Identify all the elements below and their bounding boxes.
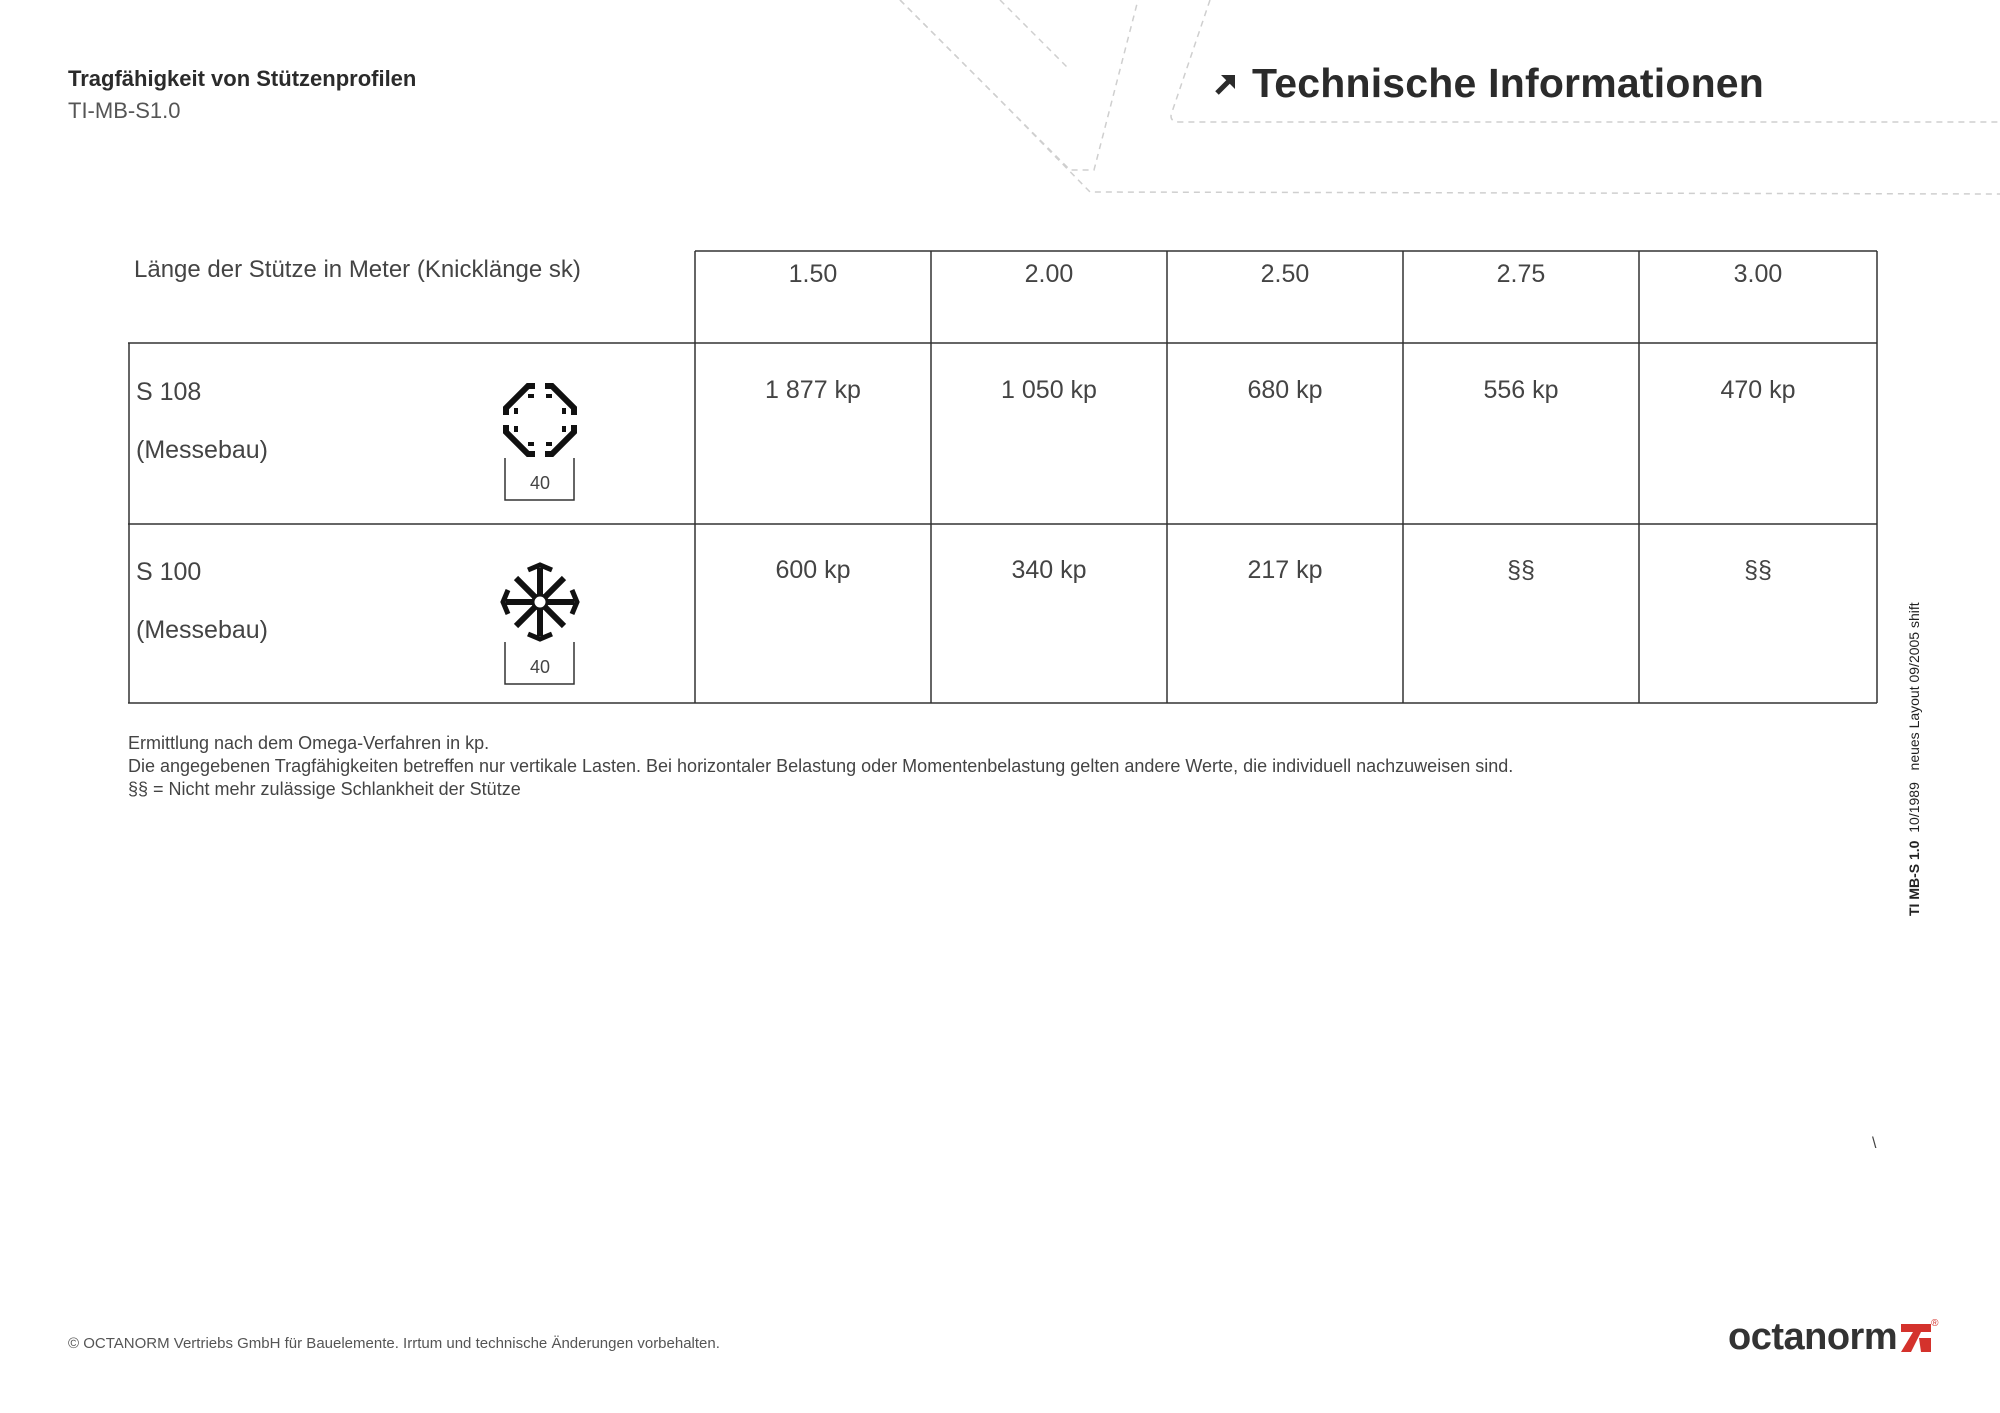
note-line: Ermittlung nach dem Omega-Verfahren in kp.: [128, 733, 490, 753]
capacity-value: 217 kp: [1247, 556, 1323, 584]
logo-text: octanorm: [1728, 1316, 1898, 1358]
side-doc-code: TI MB-S 1.0: [1906, 840, 1922, 916]
capacity-value: 1 877 kp: [765, 376, 861, 404]
document-title: Tragfähigkeit von Stützenprofilen: [68, 66, 417, 91]
length-value: 3.00: [1733, 260, 1783, 288]
footer-copyright: © OCTANORM Vertriebs GmbH für Bauelemente. Irrtum und technische Änderungen vorbehalten.: [68, 1335, 720, 1352]
profile-name: S 100: [136, 558, 202, 586]
capacity-value: 600 kp: [775, 556, 851, 584]
capacity-value: 556 kp: [1483, 376, 1559, 404]
side-revision-info: [1906, 602, 1922, 916]
length-value: 2.00: [1024, 260, 1074, 288]
octanorm-mark-icon: [1901, 1324, 1931, 1352]
note-line: §§ = Nicht mehr zulässige Schlankheit der Stütze: [128, 779, 521, 799]
table-grid-lines: [128, 250, 1878, 704]
side-layout-note: neues Layout 09/2005 shift: [1906, 602, 1922, 771]
star-profile-icon: [500, 562, 580, 642]
capacity-value: 680 kp: [1247, 376, 1323, 404]
table-notes: [128, 732, 1513, 801]
length-value: 2.50: [1260, 260, 1310, 288]
profile-name: S 108: [136, 378, 202, 406]
section-title: Technische Informationen: [1252, 60, 1765, 106]
document-code: TI-MB-S1.0: [68, 98, 181, 123]
length-value: 1.50: [788, 260, 838, 288]
capacity-value: 470 kp: [1720, 376, 1796, 404]
capacity-value: 340 kp: [1011, 556, 1087, 584]
side-date: 10/1989: [1906, 782, 1922, 833]
octanorm-logo: [1728, 1318, 1939, 1356]
note-line: Die angegebenen Tragfähigkeiten betreffen nur vertikale Lasten. Bei horizontaler Belastung oder Momentenbelastung gelten andere Werte, die individuell nachzuweisen sind.: [128, 756, 1514, 776]
arrow-up-right-icon: [1212, 70, 1240, 98]
length-header-label: Länge der Stütze in Meter (Knicklänge sk): [134, 256, 581, 283]
dimension-label: 40: [529, 657, 551, 677]
registered-mark: ®: [1931, 1318, 1939, 1329]
capacity-value: §§: [1744, 556, 1772, 584]
capacity-value: 1 050 kp: [1001, 376, 1097, 404]
profile-note: (Messebau): [136, 436, 268, 464]
capacity-value: §§: [1507, 556, 1535, 584]
dimension-label: 40: [529, 473, 551, 493]
section-header: [1212, 60, 1764, 107]
octagon-profile-icon: [500, 380, 580, 460]
small-mark: \: [1872, 1135, 1877, 1152]
length-value: 2.75: [1496, 260, 1546, 288]
profile-note: (Messebau): [136, 616, 268, 644]
capacity-table: [128, 250, 1878, 704]
